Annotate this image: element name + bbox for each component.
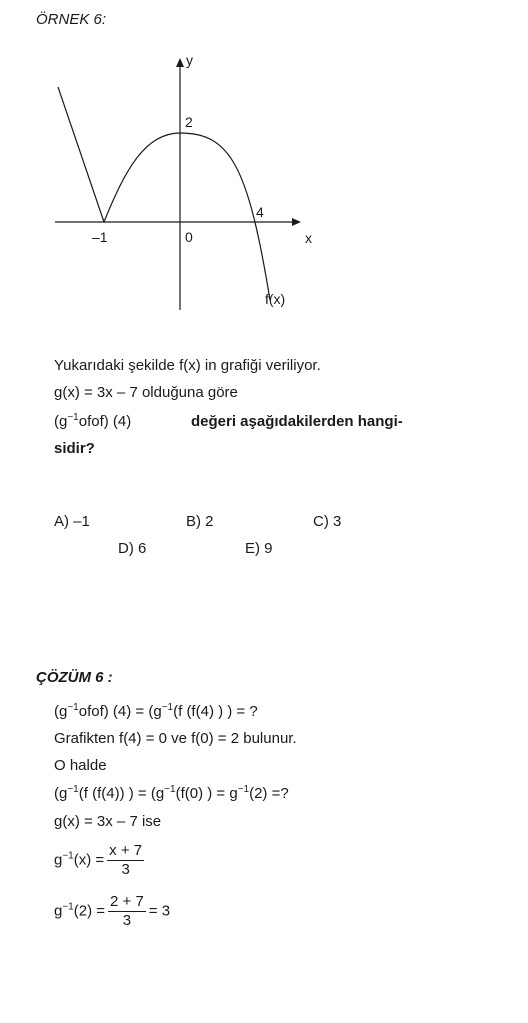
- y-axis-label: y: [186, 52, 193, 68]
- function-graph: [0, 40, 528, 360]
- fraction-inverse: $\frac{x + 7}{3}$: [109, 842, 143, 878]
- solution-line-7: $g^{-1}(2)$ = $\frac{2 + 7}{3}$ = 3: [54, 893, 171, 929]
- option-a: A) –1: [54, 513, 90, 530]
- solution-line-1: $(g^{-1}ofof) (4) = (g^{-1}(f$ (f(4) ) ) = ?: [54, 702, 258, 720]
- option-e: E) 9: [245, 540, 273, 557]
- statement-line-1: Yukarıdaki şekilde f(x) in grafiği veriliyor.: [54, 357, 321, 374]
- solution-line-2: Grafikten f(4) = 0 ve f(0) = 2 bulunur.: [54, 730, 297, 747]
- statement-line-2: g(x) = 3x – 7 olduğuna göre: [54, 384, 238, 401]
- example-title: ÖRNEK 6:: [36, 11, 107, 28]
- origin-label: 0: [185, 229, 193, 245]
- question-line: $(g^{-1}ofof)$ (4): [54, 412, 132, 430]
- solution-line-6: $g^{-1}(x)$ = $\frac{x + 7}{3}$: [54, 842, 143, 878]
- function-label: f(x): [265, 291, 286, 307]
- option-b: B) 2: [186, 513, 214, 530]
- x-axis-label: x: [305, 230, 312, 246]
- curve-arch: [104, 133, 270, 300]
- y-axis-arrow: [176, 58, 184, 67]
- x-axis-arrow: [292, 218, 301, 226]
- question-bold-line-1: değeri aşağıdakilerden hangi-: [191, 413, 403, 430]
- solution-line-3: O halde: [54, 757, 107, 774]
- option-c: C) 3: [313, 513, 342, 530]
- curve-left-branch: [58, 87, 104, 222]
- root-right-label: 4: [256, 204, 264, 220]
- option-d: D) 6: [118, 540, 147, 557]
- question-bold-line-2: sidir?: [54, 440, 95, 457]
- solution-line-4: ($g^{-1}(f$ (f(4)) ) = ($g^{-1}(f(0)$ ) = $g^{-1}(2)$ =?: [54, 784, 289, 802]
- root-left-label: –1: [92, 229, 108, 245]
- solution-title: ÇÖZÜM 6 :: [36, 669, 113, 686]
- fraction-result: $\frac{2 + 7}{3}$: [110, 893, 144, 929]
- solution-line-5: g(x) = 3x – 7 ise: [54, 813, 162, 830]
- max-value-label: 2: [185, 114, 193, 130]
